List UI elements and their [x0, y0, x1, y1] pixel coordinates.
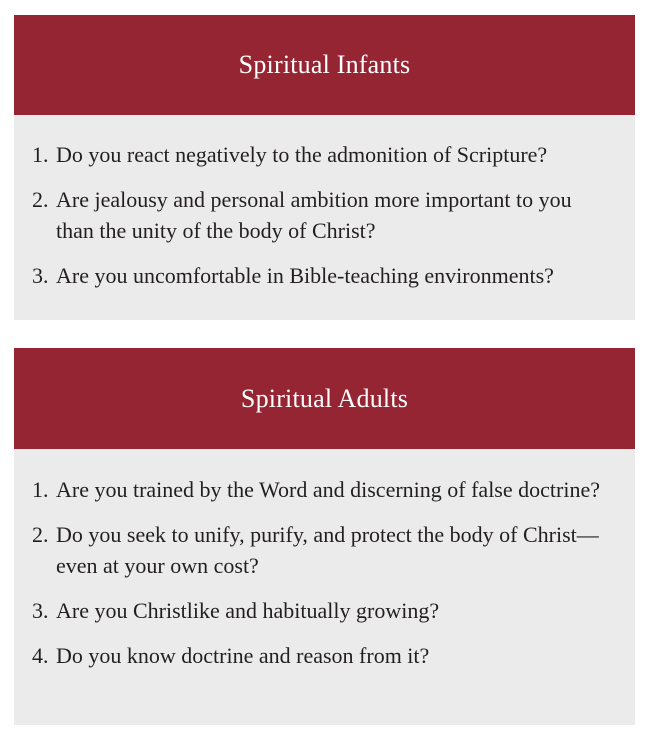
spiritual-adults-card: [14, 348, 635, 725]
question-item: [32, 260, 635, 291]
spiritual-infants-card: [14, 15, 635, 320]
card-title: Spiritual Infants: [238, 50, 411, 79]
question-item: [32, 640, 635, 671]
question-number: 2.: [32, 187, 49, 212]
question-number: 3.: [32, 263, 49, 288]
card-title: Spiritual Adults: [240, 383, 409, 413]
question-item: [32, 184, 635, 246]
question-text: Are you uncomfortable in Bible-teaching environments?: [56, 263, 554, 288]
question-number: 3.: [32, 598, 49, 623]
question-item: [32, 519, 635, 581]
question-text: Are you trained by the Word and discerning of false doctrine?: [56, 477, 600, 502]
question-list: [14, 449, 635, 671]
question-item: [32, 474, 635, 505]
question-text: Are jealousy and personal ambition more important to you than the unity of the body of Christ?: [56, 187, 572, 243]
question-text: Do you seek to unify, purify, and protect the body of Christ—even at your own cost?: [56, 522, 599, 578]
question-item: [32, 595, 635, 626]
question-number: 4.: [32, 643, 49, 668]
card-header: [14, 348, 635, 449]
card-header: [14, 15, 635, 115]
question-list: [14, 115, 635, 291]
question-text: Do you know doctrine and reason from it?: [56, 643, 430, 668]
question-text: Do you react negatively to the admonition of Scripture?: [56, 142, 548, 167]
question-item: [32, 139, 635, 170]
question-number: 2.: [32, 522, 49, 547]
question-number: 1.: [32, 142, 49, 167]
question-number: 1.: [32, 477, 49, 502]
question-text: Are you Christlike and habitually growing?: [56, 598, 440, 623]
